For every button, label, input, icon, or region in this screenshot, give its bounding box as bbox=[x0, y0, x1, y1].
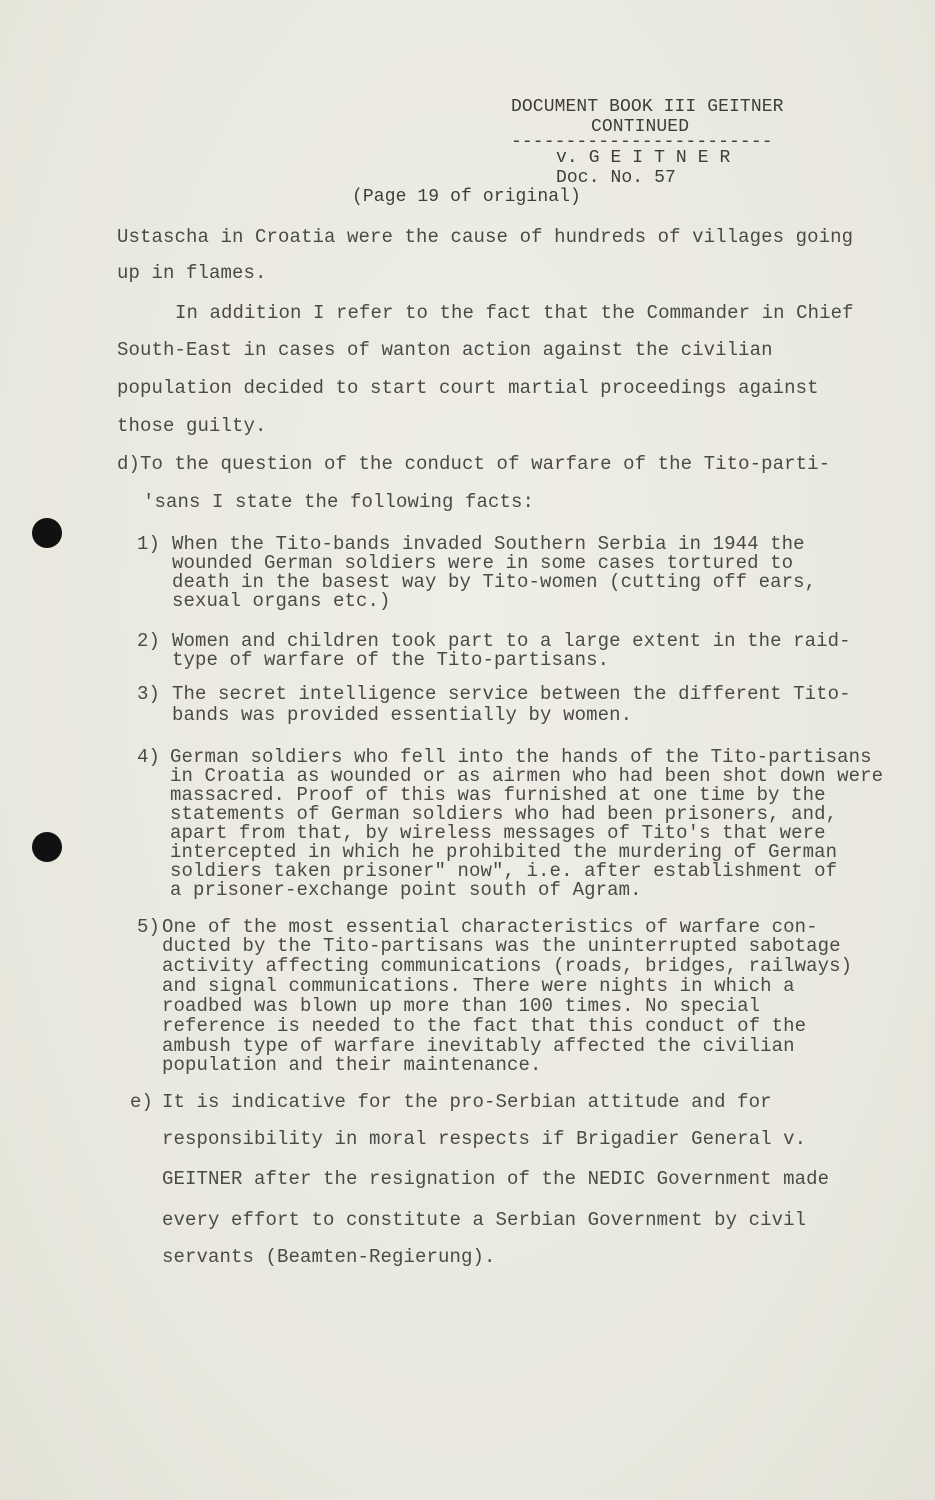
section-e-label: e) bbox=[130, 1091, 154, 1113]
list-item-line: wounded German soldiers were in some cases tortured to bbox=[172, 552, 794, 574]
list-item-line: ambush type of warfare inevitably affected the civilian bbox=[162, 1035, 795, 1057]
section-e-line: every effort to constitute a Serbian Government by civil bbox=[162, 1209, 807, 1231]
text-line: Ustascha in Croatia were the cause of hundreds of villages going bbox=[117, 226, 854, 248]
punch-hole bbox=[32, 832, 62, 862]
section-e-line: responsibility in moral respects if Brigadier General v. bbox=[162, 1128, 807, 1150]
header-title: DOCUMENT BOOK III GEITNER bbox=[511, 97, 784, 117]
list-item-line: reference is needed to the fact that this conduct of the bbox=[162, 1015, 807, 1037]
section-e-line: GEITNER after the resignation of the NEDIC Government made bbox=[162, 1168, 830, 1190]
header-rule: ------------------------ bbox=[511, 132, 773, 152]
list-item-line: statements of German soldiers who had been prisoners, and, bbox=[170, 803, 838, 825]
list-item-line: bands was provided essentially by women. bbox=[172, 704, 633, 726]
list-item-line: sexual organs etc.) bbox=[172, 590, 391, 612]
list-item-number: 5) bbox=[137, 916, 161, 938]
list-item-line: intercepted in which he prohibited the murdering of German bbox=[170, 841, 838, 863]
punch-hole bbox=[32, 518, 62, 548]
list-item-number: 3) bbox=[137, 683, 161, 705]
text-line: up in flames. bbox=[117, 262, 267, 284]
list-item-line: a prisoner-exchange point south of Agram. bbox=[170, 879, 642, 901]
list-item-line: apart from that, by wireless messages of Tito's that were bbox=[170, 822, 826, 844]
list-item-line: soldiers taken prisoner" now", i.e. after establishment of bbox=[170, 860, 838, 882]
text-line: those guilty. bbox=[117, 415, 267, 437]
section-e-line: servants (Beamten-Regierung). bbox=[162, 1246, 496, 1268]
list-item-number: 4) bbox=[137, 746, 161, 768]
list-item-line: roadbed was blown up more than 100 times. No special bbox=[162, 995, 761, 1017]
list-item-line: death in the basest way by Tito-women (cutting off ears, bbox=[172, 571, 817, 593]
section-e-line: It is indicative for the pro-Serbian attitude and for bbox=[162, 1091, 772, 1113]
list-item-line: Women and children took part to a large extent in the raid- bbox=[172, 630, 851, 652]
section-d-line: 'sans I state the following facts: bbox=[143, 491, 535, 513]
list-item-line: population and their maintenance. bbox=[162, 1054, 542, 1076]
section-d-line: d)To the question of the conduct of warfare of the Tito-parti- bbox=[117, 453, 831, 475]
list-item-line: One of the most essential characteristics of warfare con- bbox=[162, 916, 818, 938]
case-name: v. G E I T N E R bbox=[556, 148, 731, 168]
list-item-line: ducted by the Tito-partisans was the uninterrupted sabotage bbox=[162, 935, 841, 957]
list-item-line: in Croatia as wounded or as airmen who had been shot down were bbox=[170, 765, 884, 787]
list-item-line: type of warfare of the Tito-partisans. bbox=[172, 649, 610, 671]
list-item-line: The secret intelligence service between the different Tito- bbox=[172, 683, 851, 705]
text-line: population decided to start court martial proceedings against bbox=[117, 377, 819, 399]
header-continued: CONTINUED bbox=[591, 117, 690, 137]
list-item-line: activity affecting communications (roads, bridges, railways) bbox=[162, 955, 853, 977]
list-item-line: German soldiers who fell into the hands of the Tito-partisans bbox=[170, 746, 872, 768]
text-line: In addition I refer to the fact that the Commander in Chief bbox=[175, 302, 854, 324]
list-item-line: When the Tito-bands invaded Southern Serbia in 1944 the bbox=[172, 533, 805, 555]
list-item-line: massacred. Proof of this was furnished at one time by the bbox=[170, 784, 826, 806]
list-item-line: and signal communications. There were nights in which a bbox=[162, 975, 795, 997]
page-reference: (Page 19 of original) bbox=[352, 187, 581, 207]
list-item-number: 2) bbox=[137, 630, 161, 652]
text-line: South-East in cases of wanton action against the civilian bbox=[117, 339, 773, 361]
list-item-number: 1) bbox=[137, 533, 161, 555]
doc-number: Doc. No. 57 bbox=[556, 168, 676, 188]
